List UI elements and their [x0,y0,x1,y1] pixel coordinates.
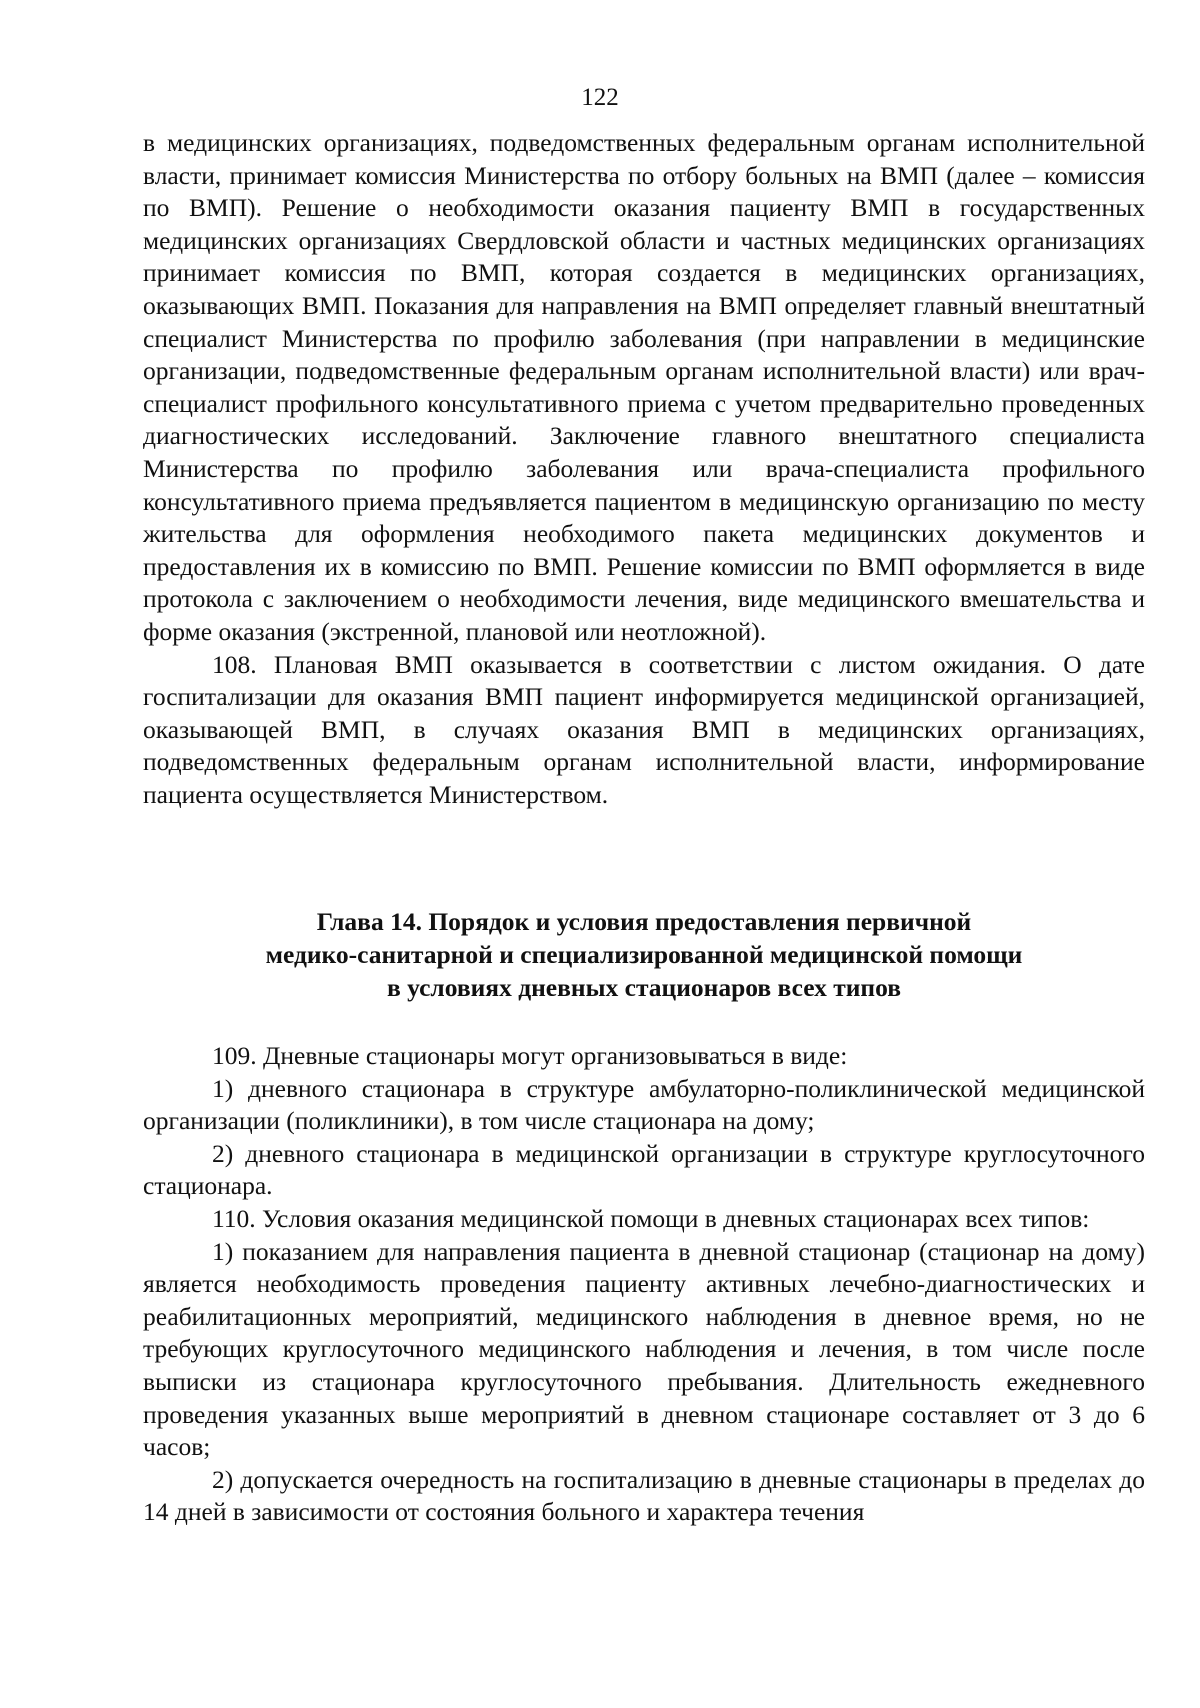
list-item: 2) дневного стационара в медицинской организации в структуре круглосуточного стационара. [143,1138,1145,1201]
list-item: 1) показанием для направления пациента в дневной стационар (стационар на дому) является необходимость проведения пациенту активных лечебно-диагностических и реабилитационных мероприятий, медицинского наблюдения в дневное время, но не требующих круглосуточного медицинского наблюдения и лечения, в том числе после выписки из стационара круглосуточного пребывания. Длительность ежедневного проведения указанных выше мероприятий в дневном стационаре составляет от 3 до 6 часов; [143,1236,1145,1462]
list-item: 1) дневного стационара в структуре амбулаторно-поликлинической медицинской организации (поликлиники), в том числе стационара на дому; [143,1073,1145,1136]
chapter-heading-line: медико-санитарной и специализированной медицинской помощи [265,940,1023,969]
chapter-heading [143,905,1145,1004]
paragraph-110: 110. Условия оказания медицинской помощи в дневных стационарах всех типов: [212,1203,1090,1233]
text-block-before-chapter [143,127,1145,811]
paragraph-108: 108. Плановая ВМП оказывается в соответствии с листом ожидания. О дате госпитализации для оказания ВМП пациент информируется медицинской организацией, оказывающей ВМП, в случаях оказания ВМП в медицинских организациях, подведомственных федеральным органам исполнительной власти, информирование пациента осуществляется Министерством. [143,649,1145,809]
list-item: 2) допускается очередность на госпитализацию в дневные стационары в пределах до 14 дней в зависимости от состояния больного и характера течения [143,1464,1145,1527]
chapter-heading-line: Глава 14. Порядок и условия предоставления первичной [316,907,972,936]
chapter-heading-line: в условиях дневных стационаров всех типов [386,973,901,1002]
text-block-chapter-14 [143,1040,1145,1529]
page-number: 122 [581,84,619,111]
paragraph: в медицинских организациях, подведомственных федеральным органам исполнительной власти, принимает комиссия Министерства по отбору больных на ВМП (далее – комиссия по ВМП). Решение о необходимости оказания пациенту ВМП в государственных медицинских организациях Свердловской области и частных медицинских организациях принимает комиссия по ВМП, которая создается в медицинских организациях, оказывающих ВМП. Показания для направления на ВМП определяет главный внештатный специалист Министерства по профилю заболевания (при направлении в медицинские организации, подведомственные федеральным органам исполнительной власти) или врач-специалист профильного консультативного приема с учетом предварительно проведенных диагностических исследований. Заключение главного внештатного специалиста Министерства по профилю заболевания или врача-специалиста профильного консультативного приема предъявляется пациентом в медицинскую организацию по месту жительства для оформления необходимого пакета медицинских документов и предоставления их в комиссию по ВМП. Решение комиссии по ВМП оформляется в виде протокола с заключением о необходимости лечения, виде медицинского вмешательства и форме оказания (экстренной, плановой или неотложной). [143,128,1145,646]
paragraph-109: 109. Дневные стационары могут организовываться в виде: [212,1041,848,1070]
